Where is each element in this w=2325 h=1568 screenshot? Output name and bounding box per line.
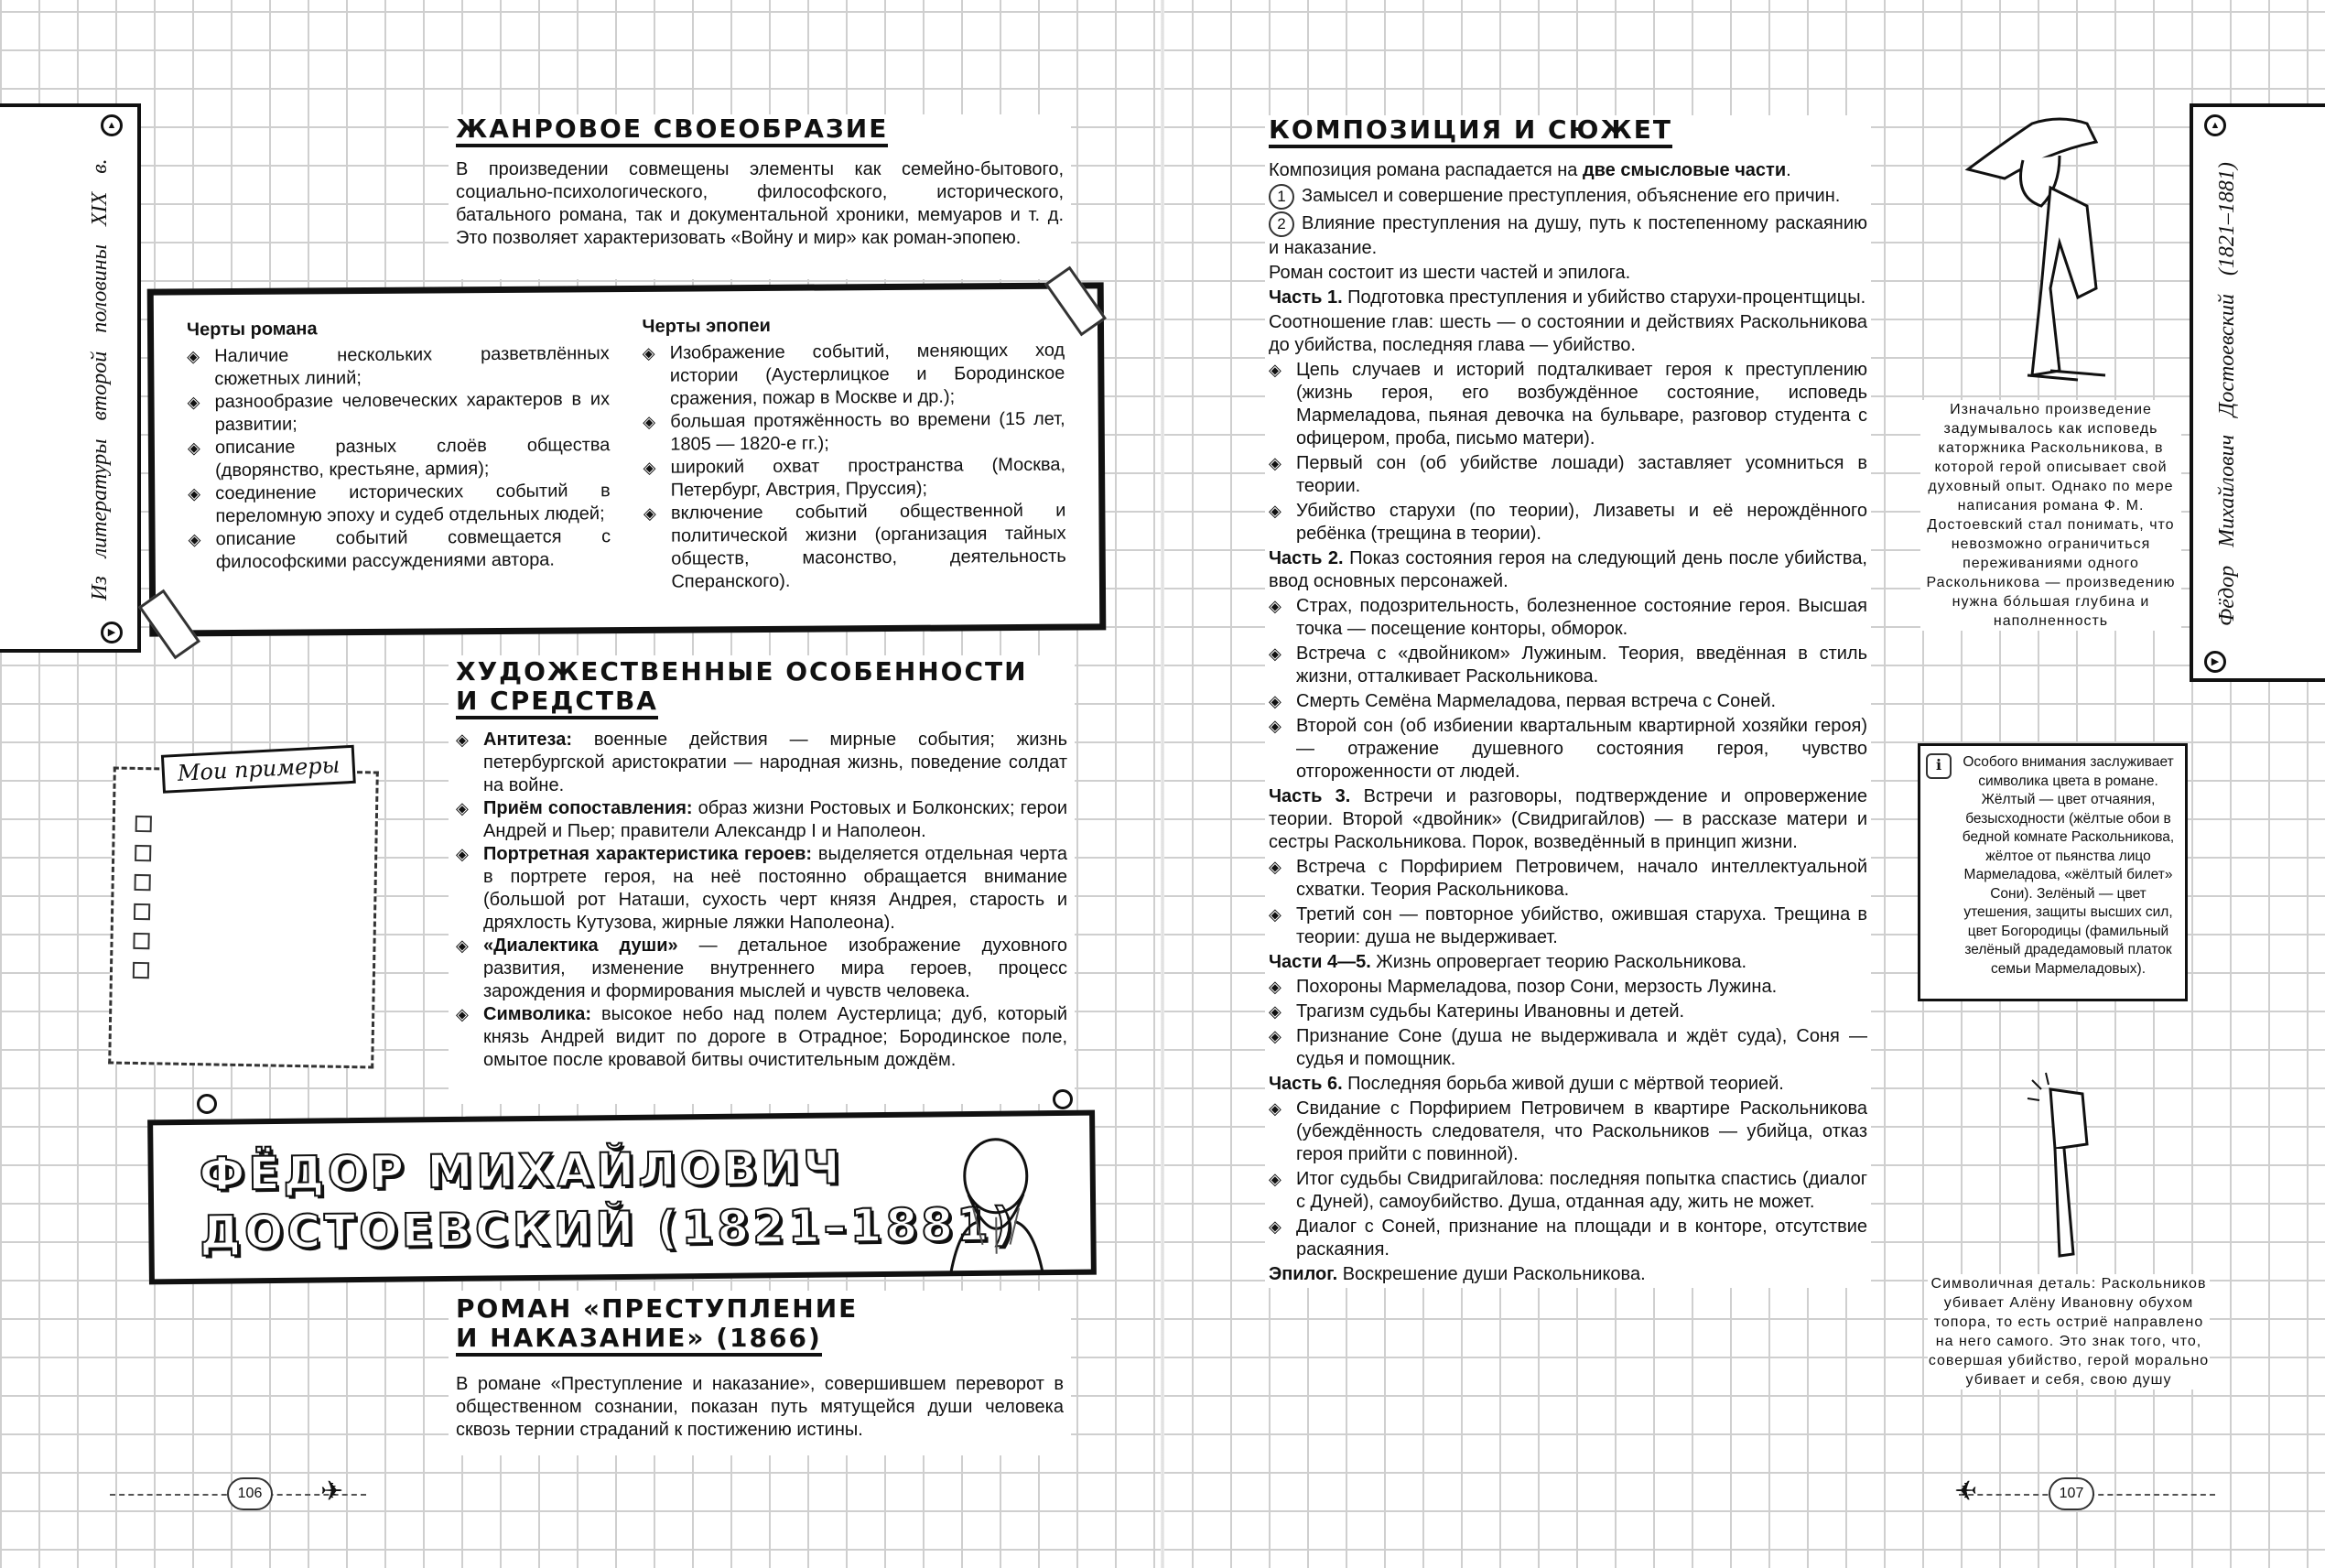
list-item: ◈ «Диалектика души» — детальное изображение духовного развития, изменение внутреннего мира героев, процесс зарождения и формирования мыслей и чувств человека. [456, 935, 1067, 1003]
side-tab-text: Фёдор Михайлович Достоевский (1821–1881) [2215, 162, 2239, 627]
list-item: ◈ Второй сон (об избиении квартальным квартирной хозяйки героя) — отражение душевного состояния героя, чувство отгороженности от людей. [1269, 715, 1867, 784]
my-examples-note [108, 752, 379, 1068]
list-item: ◈ Третий сон — повторное убийство, ожившая старуха. Трещина в теории: душа не выдерживает. [1269, 903, 1867, 949]
novel-text: В романе «Преступление и наказание», совершившем переворот в общественном сознании, показан путь мятущейся души человека сквозь тернии страданий к постижению истины. [456, 1374, 1064, 1441]
tab-marker-icon: ▲ [101, 114, 123, 136]
list-item: ◈ Страх, подозрительность, болезненное состояние героя. Высшая точка — посещение конторы, обморок. [1269, 595, 1867, 641]
checkbox[interactable] [133, 933, 149, 949]
book-spine [1161, 0, 1164, 1568]
left-side-tab [0, 103, 141, 653]
list-item: ◈ Трагизм судьбы Катерины Ивановны и детей. [1269, 1000, 1867, 1023]
part6-text: Часть 6. Последняя борьба живой души с мёртвой теорией. [1269, 1074, 1784, 1095]
features-comparison-box [147, 282, 1107, 636]
part1-text: Часть 1. Подготовка преступления и убийство старухи-процентщицы. [1269, 287, 1866, 308]
checkbox[interactable] [133, 962, 149, 979]
info-icon: ℹ [1926, 753, 1952, 779]
list-item: ◈ Наличие нескольких разветвлённых сюжетных линий; [187, 342, 610, 391]
pin-icon [197, 1094, 217, 1114]
raskolnikov-illustration-icon [1950, 105, 2142, 398]
list-item: ◈ Свидание с Порфирием Петровичем в квартире Раскольникова (убеждённость следователя, что Раскольников — убийца, отказ героя прийти с повинной). [1269, 1098, 1867, 1166]
tab-marker-icon: ▶ [101, 622, 123, 643]
list-item: ◈ Признание Соне (душа не выдерживала и ждёт суда), Соня — судья и помощник. [1269, 1025, 1867, 1071]
art-features-heading-2: И СРЕДСТВА [456, 687, 658, 719]
structure-text: Роман состоит из шести частей и эпилога. [1269, 263, 1631, 284]
list-item: ◈ разнообразие человеческих характеров в их развитии; [187, 388, 610, 437]
author-banner [147, 1110, 1097, 1285]
list-item: ◈ Встреча с «двойником» Лужиным. Теория, введённая в стиль жизни, отталкивает Раскольникова. [1269, 643, 1867, 688]
list-item: ◈ Смерть Семёна Мармеладова, первая встреча с Соней. [1269, 690, 1867, 713]
art-features-section [449, 655, 1075, 1104]
part3-text: Часть 3. Встречи и разговоры, подтверждение и опровержение теории. Второй «двойник» (Свидригайлов) — в рассказе матери и сестры Раскольникова. Порок, возведённый в принцип жизни. [1269, 786, 1868, 853]
novel-features-title: Черты романа [186, 319, 318, 341]
novel-section [449, 1291, 1071, 1455]
axe-caption: Символичная деталь: Раскольников убивает Алёну Ивановну обухом топора, то есть остриё направлено на него самого. Это знак того, что, совершая убийство, герой морально убивает и себя, свою душу [1928, 1276, 2210, 1388]
list-item: ◈ Приём сопоставления: образ жизни Ростовых и Болконских; герои Андрей и Пьер; правители Александр I и Наполеон. [456, 797, 1067, 843]
author-name: ФЁДОР МИХАЙЛОВИЧ ДОСТОЕВСКИЙ (1821–1881) [199, 1141, 1017, 1260]
list-item: ◈ описание событий совмещается с философскими рассуждениями автора. [189, 525, 611, 574]
checkbox[interactable] [134, 903, 150, 920]
page-number: 107 [2049, 1477, 2094, 1510]
list-item: ◈ большая протяжённость во времени (15 лет, 1805 — 1820-е гг.); [643, 408, 1065, 457]
color-note-text: Особого внимания заслуживает символика цвета в романе. Жёлтый — цвет отчаяния, безысходности (жёлтые обои в бедной комнате Раскольникова, жёлтое от пьянства лицо Мармеладова, «жёлтый билет» Сони). Зелёный — цвет утешения, защиты высших сил, цвет Богородицы (фамильный зелёный драдедамовый платок семьи Мармеладовых). [1962, 754, 2175, 977]
list-item: ◈ соединение исторических событий в переломную эпоху и судеб отдельных людей; [188, 480, 611, 528]
ratio-text: Соотношение глав: шесть — о состоянии и действиях Раскольникова до убийства, последняя глава — убийство. [1269, 312, 1867, 356]
novel-heading-2: И НАКАЗАНИЕ» (1866) [456, 1324, 822, 1357]
right-side-tab [2190, 103, 2325, 682]
part45-text: Части 4—5. Жизнь опровергает теорию Раскольникова. [1269, 952, 1747, 973]
list-item: ◈ Цепь случаев и историй подталкивает героя к преступлению (жизнь героя, его возбуждённое состояние, исповедь Мармеладова, пьяная девочка на бульваре, разговор студента с офицером, проба, письмо матери). [1269, 359, 1867, 450]
axe-icon [2014, 1071, 2105, 1263]
list-item: ◈ включение событий общественной и политической жизни (организация тайных обществ, масонство, деятельность Сперанского). [643, 500, 1066, 594]
genre-text: В произведении совмещены элементы как семейно-бытового, социально-психологического, философского, исторического, батального романа, так и документальной хроники, мемуаров и т. д. Это позволяет характеризовать «Войну и мир» как роман-эпопею. [456, 159, 1064, 249]
art-features-heading-1: ХУДОЖЕСТВЕННЫЕ ОСОБЕННОСТИ [456, 656, 1028, 687]
list-item: ◈ Убийство старухи (по теории), Лизаветы и её нерождённого ребёнка (трещина в теории). [1269, 500, 1867, 546]
list-item: ◈ Изображение событий, меняющих ход истории (Аустерлицкое и Бородинское сражения, пожар в Москве и др.); [643, 340, 1065, 411]
checkbox[interactable] [134, 874, 150, 891]
paper-plane-icon: ✈ [1954, 1476, 1978, 1507]
checkbox[interactable] [135, 845, 151, 861]
genre-section [449, 114, 1071, 279]
epilogue-text: Эпилог. Воскрешение души Раскольникова. [1269, 1264, 1646, 1285]
intro-text: Композиция романа распадается на две смысловые части. [1269, 160, 1791, 181]
list-item: ◈ Итог судьбы Свидригайлова: последняя попытка спастись (диалог с Дуней), самоубийство. Душа, отданная аду, жить не может. [1269, 1168, 1867, 1214]
composition-section [1265, 115, 1871, 1288]
part-one-point: 1 Замысел и совершение преступления, объяснение его причин. [1269, 184, 1867, 210]
side-tab-text: Из литературы второй половины XIX в. [88, 158, 112, 601]
novel-heading-1: РОМАН «ПРЕСТУПЛЕНИЕ [456, 1293, 859, 1324]
list-item: ◈ Антитеза: военные действия — мирные события; жизнь петербургской аристократии — народная жизнь, поведение солдат на войне. [456, 729, 1067, 797]
paper-plane-icon: ✈ [320, 1476, 344, 1507]
dostoevsky-portrait-icon [922, 1125, 1070, 1273]
list-item: ◈ Портретная характеристика героев: выделяется отдельная черта в портрете героя, на неё постоянно обращается внимание (большой рот Наташи, сухость черт князя Андрея, старость и дряхлость Кутузова, жирные ляжки Наполеона). [456, 843, 1067, 935]
list-item: ◈ широкий охват пространства (Москва, Петербург, Австрия, Пруссия); [643, 454, 1065, 503]
list-item: ◈ Символика: высокое небо над полем Аустерлица; дуб, который князь Андрей видит по дороге в Отрадное; Бородинское поле, омытое после кровавой битвы очистительным дождём. [456, 1003, 1067, 1072]
epic-features-title: Черты эпопеи [642, 315, 771, 337]
list-item: ◈ Встреча с Порфирием Петровичем, начало интеллектуальной схватки. Теория Раскольникова. [1269, 856, 1867, 902]
my-examples-title: Мои примеры [161, 745, 356, 794]
figure-caption: Изначально произведение задумывалось как исповедь каторжника Раскольникова, в которой герой описывает свой духовный опыт. Однако по мере написания романа Ф. М. Достоевский стал понимать, что невозможно ограничиться переживаниями одного Раскольникова — произведению нужна бóльшая глубина и наполненность [1920, 400, 2181, 631]
list-item: ◈ описание разных слоёв общества (дворянство, крестьяне, армия); [188, 434, 611, 482]
color-symbolism-note [1918, 743, 2188, 1001]
list-item: ◈ Похороны Мармеладова, позор Сони, мерзость Лужина. [1269, 976, 1867, 999]
list-item: ◈ Диалог с Соней, признание на площади и в конторе, отсутствие раскаяния. [1269, 1216, 1867, 1261]
checkbox[interactable] [135, 816, 152, 832]
tab-marker-icon: ▲ [2204, 114, 2226, 136]
genre-heading: ЖАНРОВОЕ СВОЕОБРАЗИЕ [456, 114, 888, 147]
composition-heading: КОМПОЗИЦИЯ И СЮЖЕТ [1269, 115, 1672, 148]
list-item: ◈ Первый сон (об убийстве лошади) заставляет усомниться в теории. [1269, 452, 1867, 498]
pin-icon [1053, 1089, 1073, 1109]
tab-marker-icon: ▶ [2204, 651, 2226, 673]
part2-text: Часть 2. Показ состояния героя на следующий день после убийства, ввод основных персонажей. [1269, 548, 1867, 592]
epic-features [642, 313, 1066, 616]
part-two-point: 2 Влияние преступления на душу, путь к постепенному раскаянию и наказание. [1269, 213, 1867, 259]
page-number: 106 [227, 1477, 273, 1510]
novel-features [187, 316, 611, 619]
